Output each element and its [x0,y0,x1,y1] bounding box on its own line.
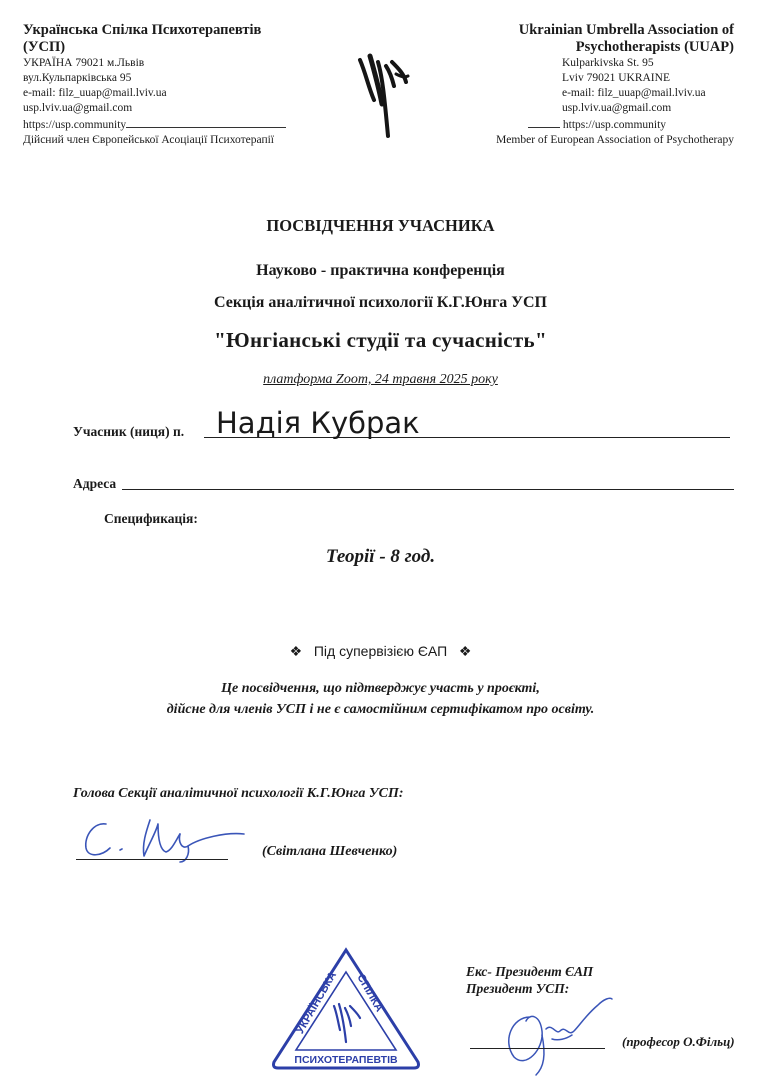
header-right [440,22,734,148]
email-ua: e-mail: filz_uuap@mail.lviv.ua [23,87,167,99]
diamond-bullet-icon: ❖ [289,643,303,659]
email2-ua: usp.lviv.ua@gmail.com [23,102,133,114]
certificate-title: ПОСВІДЧЕННЯ УЧАСНИКА [266,216,495,235]
street-ua: вул.Кульпарківська 95 [23,72,132,84]
member-en: Member of European Association of Psychotherapy [496,134,734,146]
address-underline [122,489,734,490]
head-name: (Світлана Шевченко) [262,844,398,859]
member-ua: Дійсний член Європейської Асоціації Психотерапії [23,134,274,146]
diamond-bullet-icon: ❖ [458,643,472,659]
stamp [270,946,422,1074]
head-of-section-title: Голова Секції аналітичної психології К.Г.Юнга УСП: [73,786,404,801]
site-en-underline [528,116,560,128]
stamp-logo-icon [334,1004,360,1042]
signature-filts-icon [486,995,616,1079]
note-line-2: дійсне для членів УСП і не є самостійним сертифікатом про освіту. [166,702,595,717]
street-en: Kulparkivska St. 95 [562,57,654,69]
stamp-text-right: СПІЛКА [354,972,386,1015]
site-en: https://usp.community [562,119,667,131]
signature-shevchenko-icon [76,812,251,864]
president-title: Президент УСП: [466,981,570,996]
city-en: Lviv 79021 UKRAINE [562,72,670,84]
usp-logo-icon [352,52,412,138]
org-abbr-en: Psychotherapists (UUAP) [575,39,734,55]
president-name: (професор О.Фільц) [622,1034,735,1049]
platform-date-text: платформа Zoom, 24 травня 2025 року [263,372,498,387]
email-en: e-mail: filz_uuap@mail.lviv.ua [562,87,706,99]
conference-type: Науково - практична конференція [256,262,505,279]
platform-date [0,372,761,388]
validity-note [0,678,761,720]
org-name-en: Ukrainian Umbrella Association of [518,22,734,38]
head-signature-line [76,859,228,860]
spec-value: Теорії - 8 год. [325,546,436,567]
site-ua-row [23,116,323,133]
site-underline [126,116,286,128]
participant-label: Учасник (ниця) п. [73,424,185,439]
address-line-ua: УКРАЇНА 79021 м.Львів [23,57,145,69]
header-left [23,22,323,148]
event-title: "Юнгіанські студії та сучасність" [214,328,547,352]
ex-president-title: Екс- Президент ЄАП [466,964,594,979]
section-name: Секція аналітичної психології К.Г.Юнга УСП [213,294,547,311]
spec-label: Спецификація: [104,511,198,526]
stamp-text-left: УКРАЇНСЬКА [294,969,340,1037]
stamp-text-bottom: ПСИХОТЕРАПЕВТІВ [294,1054,398,1066]
supervision-text: Під супервізією ЄАП [313,643,448,659]
email2-en: usp.lviv.ua@gmail.com [562,102,672,114]
address-label: Адреса [73,476,117,491]
site-en-row [440,116,734,133]
org-abbr-ua: (УСП) [23,39,66,55]
note-line-1: Це посвідчення, що підтверджує участь у проєкті, [221,681,540,696]
president-signature-line [470,1048,605,1049]
president-block [466,963,593,997]
org-name-ua: Українська Спілка Психотерапевтів [23,22,262,38]
site-ua: https://usp.community [23,119,127,131]
supervision-line [0,643,761,660]
participant-name: Надія Кубрак [216,406,420,440]
